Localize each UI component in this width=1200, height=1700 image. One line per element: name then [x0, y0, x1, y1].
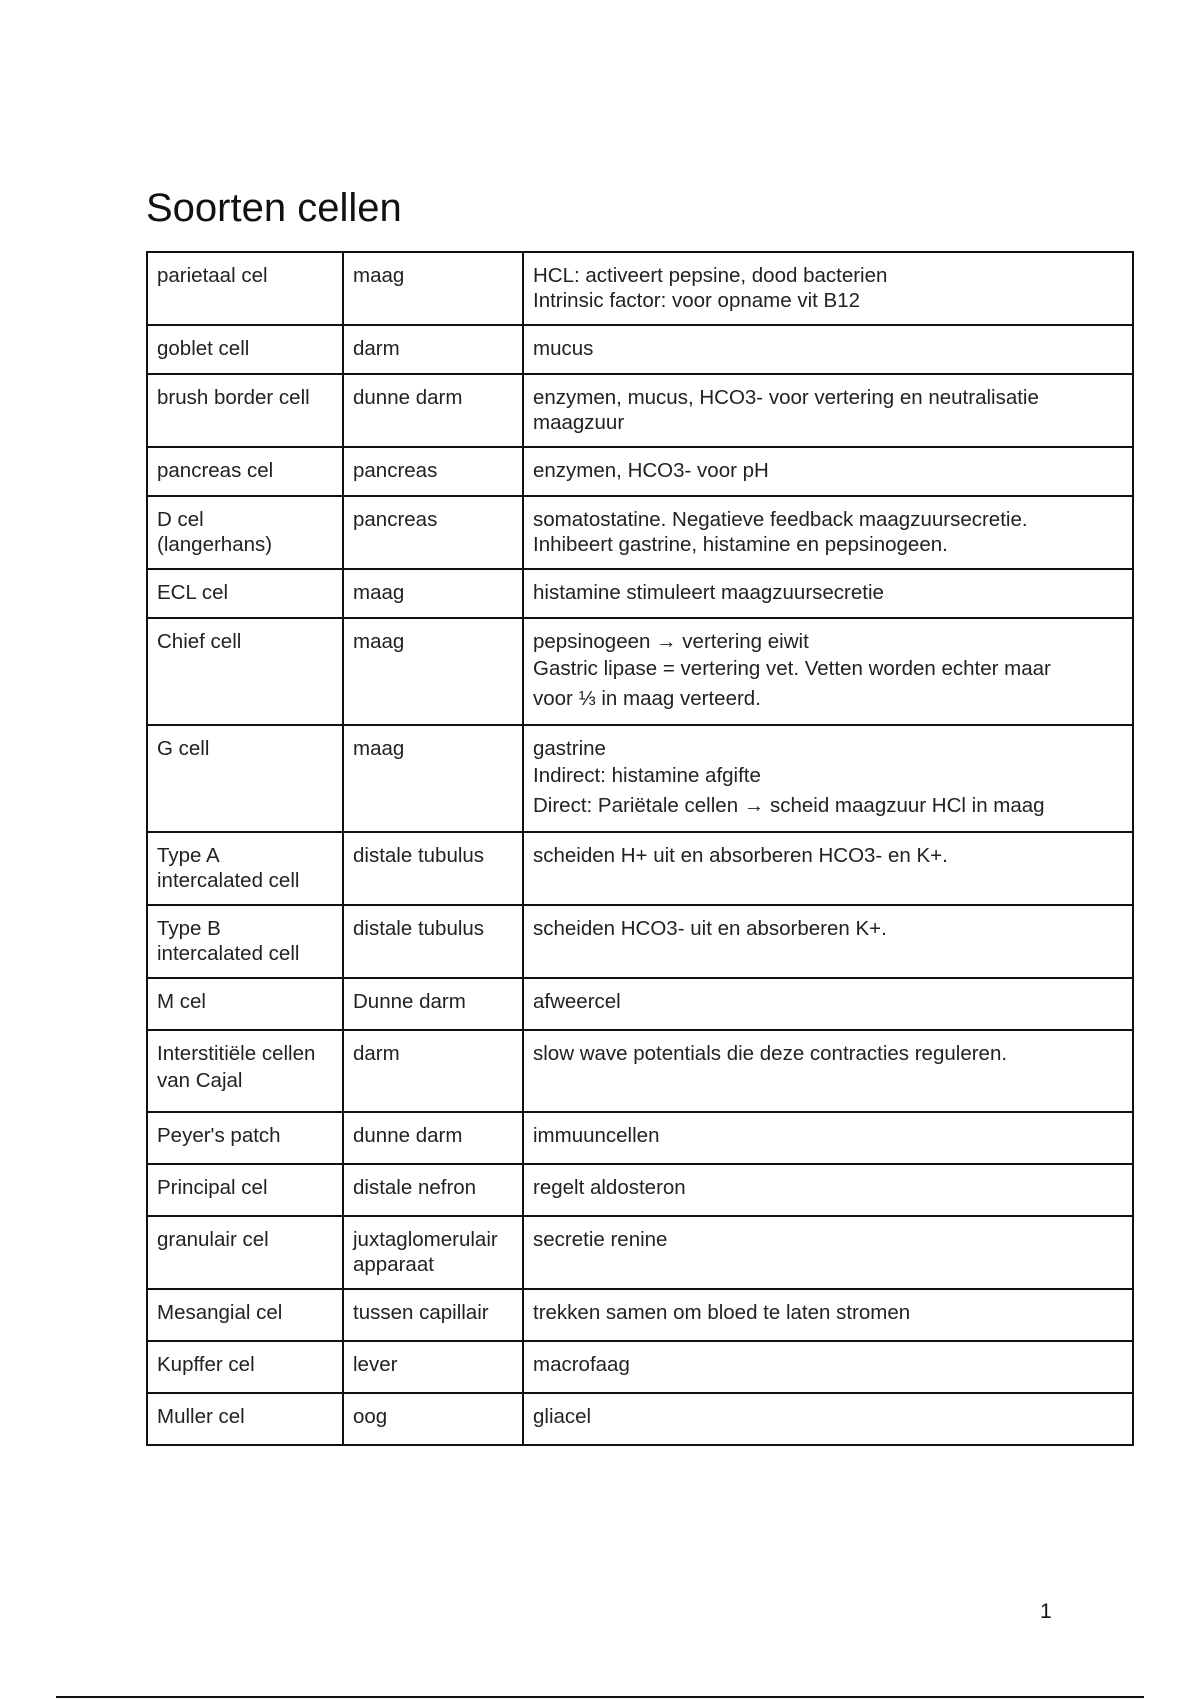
cell-function-line: scheiden H+ uit en absorberen HCO3- en K+. [533, 844, 948, 867]
cell-location [343, 1341, 523, 1393]
cell-location [343, 1289, 523, 1341]
table-row [147, 832, 1133, 905]
cell-name-line: parietaal cel [157, 264, 268, 287]
cell-name [147, 325, 343, 374]
cell-function-line: afweercel [533, 990, 621, 1013]
cell-name-line: M cel [157, 990, 206, 1013]
cell-location-line: dunne darm [353, 386, 463, 409]
cell-name [147, 832, 343, 905]
cell-function-line: trekken samen om bloed te laten stromen [533, 1301, 911, 1324]
cell-function-line: Direct: Pariëtale cellen → scheid maagzuur HCl in maag [533, 794, 1045, 817]
cell-function-line: Intrinsic factor: voor opname vit B12 [533, 289, 861, 312]
cell-function-line: voor ⅓ in maag verteerd. [533, 687, 761, 710]
table-row [147, 725, 1133, 832]
cell-location-line: juxtaglomerulair [353, 1228, 498, 1251]
cell-location-line: distale tubulus [353, 844, 485, 867]
cell-function-line: regelt aldosteron [533, 1176, 686, 1199]
cell-function-line: Indirect: histamine afgifte [533, 764, 761, 787]
cell-function [523, 1393, 1133, 1445]
cell-function [523, 1216, 1133, 1289]
cell-name-line: intercalated cell [157, 942, 300, 965]
table-row [147, 496, 1133, 569]
cell-types-table [146, 251, 1134, 1446]
cell-function-line: mucus [533, 337, 594, 360]
cell-function-line: enzymen, HCO3- voor pH [533, 459, 769, 482]
table-row [147, 374, 1133, 447]
cell-name [147, 1289, 343, 1341]
cell-location-line: apparaat [353, 1253, 434, 1276]
cell-name-line: Principal cel [157, 1176, 268, 1199]
cell-function [523, 905, 1133, 978]
table-row [147, 618, 1133, 725]
cell-location-line: pancreas [353, 508, 438, 531]
cell-location [343, 905, 523, 978]
cell-function-line: gliacel [533, 1405, 592, 1428]
cell-function-line: somatostatine. Negatieve feedback maagzuursecretie. [533, 508, 1028, 531]
cell-location [343, 725, 523, 832]
cell-function-line: histamine stimuleert maagzuursecretie [533, 581, 884, 604]
cell-function-line: macrofaag [533, 1353, 630, 1376]
cell-name [147, 905, 343, 978]
cell-location [343, 1216, 523, 1289]
cell-function [523, 374, 1133, 447]
cell-function-line: slow wave potentials die deze contracties reguleren. [533, 1042, 1008, 1065]
cell-function-line: Gastric lipase = vertering vet. Vetten worden echter maar [533, 657, 1051, 680]
table-row [147, 447, 1133, 496]
cell-name [147, 618, 343, 725]
cell-name [147, 447, 343, 496]
cell-function [523, 1164, 1133, 1216]
cell-function [523, 325, 1133, 374]
cell-location-line: oog [353, 1405, 388, 1428]
cell-name [147, 1112, 343, 1164]
cell-name-line: Interstitiële cellen [157, 1042, 316, 1065]
cell-location [343, 374, 523, 447]
cell-function [523, 978, 1133, 1030]
cell-function-line: Inhibeert gastrine, histamine en pepsinogeen. [533, 533, 948, 556]
cell-location [343, 618, 523, 725]
cell-name-line: pancreas cel [157, 459, 274, 482]
cell-function [523, 569, 1133, 618]
cell-name [147, 725, 343, 832]
cell-name-line: Kupffer cel [157, 1353, 255, 1376]
cell-name-line: Type A [157, 844, 220, 867]
table-row [147, 1289, 1133, 1341]
table-row [147, 1030, 1133, 1112]
cell-function [523, 832, 1133, 905]
cell-location [343, 447, 523, 496]
cell-function-line: HCL: activeert pepsine, dood bacterien [533, 264, 888, 287]
cell-location [343, 832, 523, 905]
cell-location [343, 1112, 523, 1164]
cell-name-line: Chief cell [157, 630, 242, 653]
cell-function [523, 252, 1133, 325]
cell-function-line: pepsinogeen → vertering eiwit [533, 630, 809, 653]
cell-location [343, 978, 523, 1030]
cell-name [147, 1341, 343, 1393]
cell-name [147, 1216, 343, 1289]
cell-function-line: enzymen, mucus, HCO3- voor vertering en neutralisatie [533, 386, 1039, 409]
cell-location-line: maag [353, 737, 405, 760]
cell-name-line: Type B [157, 917, 221, 940]
cell-function-line: immuuncellen [533, 1124, 660, 1147]
page-divider [56, 1696, 1144, 1698]
cell-name-line: Peyer's patch [157, 1124, 281, 1147]
cell-name-line: goblet cell [157, 337, 250, 360]
table-row [147, 978, 1133, 1030]
cell-function [523, 1112, 1133, 1164]
cell-function [523, 725, 1133, 832]
cell-location-line: distale nefron [353, 1176, 477, 1199]
cell-name-line: granulair cel [157, 1228, 269, 1251]
cell-function-line: scheiden HCO3- uit en absorberen K+. [533, 917, 887, 940]
cell-location-line: darm [353, 337, 400, 360]
cell-location [343, 1030, 523, 1112]
cell-location [343, 1164, 523, 1216]
page-title: Soorten cellen [146, 186, 402, 230]
cell-location-line: maag [353, 264, 405, 287]
table-row [147, 1393, 1133, 1445]
cell-function [523, 1341, 1133, 1393]
table-row [147, 1341, 1133, 1393]
cell-location [343, 569, 523, 618]
table-row [147, 1112, 1133, 1164]
cell-name-line: intercalated cell [157, 869, 300, 892]
table-row [147, 1216, 1133, 1289]
table-row [147, 325, 1133, 374]
table-row [147, 252, 1133, 325]
cell-location-line: darm [353, 1042, 400, 1065]
cell-function-line: maagzuur [533, 411, 625, 434]
cell-name [147, 1030, 343, 1112]
table-row [147, 569, 1133, 618]
cell-location [343, 496, 523, 569]
cell-name-line: G cell [157, 737, 210, 760]
cell-location-line: tussen capillair [353, 1301, 489, 1324]
cell-name [147, 569, 343, 618]
cell-name-line: D cel [157, 508, 204, 531]
cell-location-line: dunne darm [353, 1124, 463, 1147]
cell-name-line: brush border cell [157, 386, 310, 409]
cell-name [147, 978, 343, 1030]
cell-location-line: maag [353, 630, 405, 653]
cell-name-line: (langerhans) [157, 533, 273, 556]
cell-function [523, 1030, 1133, 1112]
table-row [147, 1164, 1133, 1216]
cell-location [343, 252, 523, 325]
cell-function-line: gastrine [533, 737, 606, 760]
cell-name-line: Mesangial cel [157, 1301, 283, 1324]
cell-name-line: van Cajal [157, 1069, 243, 1092]
cell-name-line: ECL cel [157, 581, 229, 604]
cell-location [343, 1393, 523, 1445]
cell-function [523, 496, 1133, 569]
cell-function [523, 1289, 1133, 1341]
page-number: 1 [1040, 1600, 1052, 1623]
cell-function [523, 618, 1133, 725]
cell-function [523, 447, 1133, 496]
cell-name [147, 252, 343, 325]
cell-function-line: secretie renine [533, 1228, 668, 1251]
cell-name [147, 1393, 343, 1445]
cell-location-line: distale tubulus [353, 917, 485, 940]
cell-location [343, 325, 523, 374]
cell-name-line: Muller cel [157, 1405, 245, 1428]
cell-name [147, 374, 343, 447]
cell-name [147, 1164, 343, 1216]
cell-location-line: lever [353, 1353, 398, 1376]
cell-name [147, 496, 343, 569]
cell-location-line: pancreas [353, 459, 438, 482]
cell-location-line: maag [353, 581, 405, 604]
table-row [147, 905, 1133, 978]
cell-location-line: Dunne darm [353, 990, 466, 1013]
